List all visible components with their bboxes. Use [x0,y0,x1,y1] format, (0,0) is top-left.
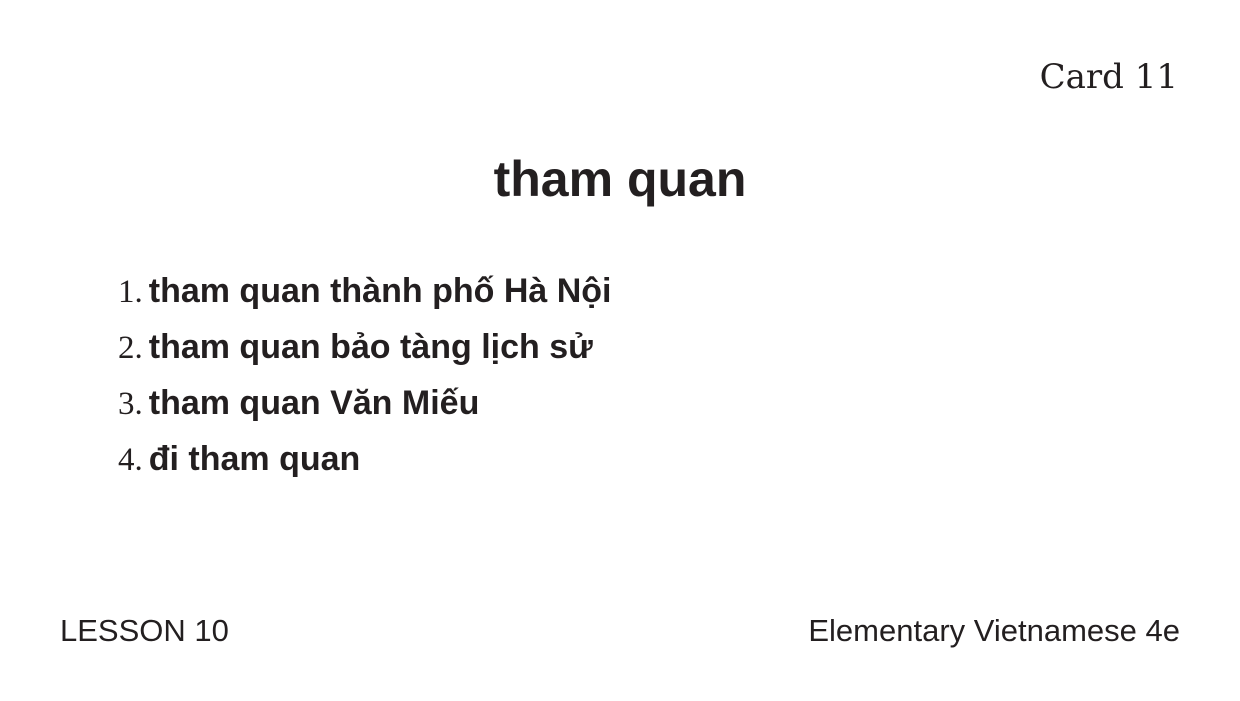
item-number: 2. [118,330,143,366]
example-phrase: đi tham quan [148,440,361,478]
lesson-label: LESSON 10 [60,613,229,648]
example-phrase: tham quan Văn Miếu [148,384,480,422]
example-phrase: tham quan bảo tàng lịch sử [148,328,593,366]
list-item [118,266,612,322]
book-title: Elementary Vietnamese 4e [808,613,1180,648]
item-number: 3. [118,386,143,422]
list-item [118,378,612,434]
example-list [118,266,612,490]
item-number: 1. [118,274,143,310]
item-number: 4. [118,442,143,478]
example-phrase: tham quan thành phố Hà Nội [148,272,612,310]
headword: tham quan [493,151,747,207]
card-number: Card 11 [1039,57,1178,97]
list-item [118,434,612,490]
list-item [118,322,612,378]
